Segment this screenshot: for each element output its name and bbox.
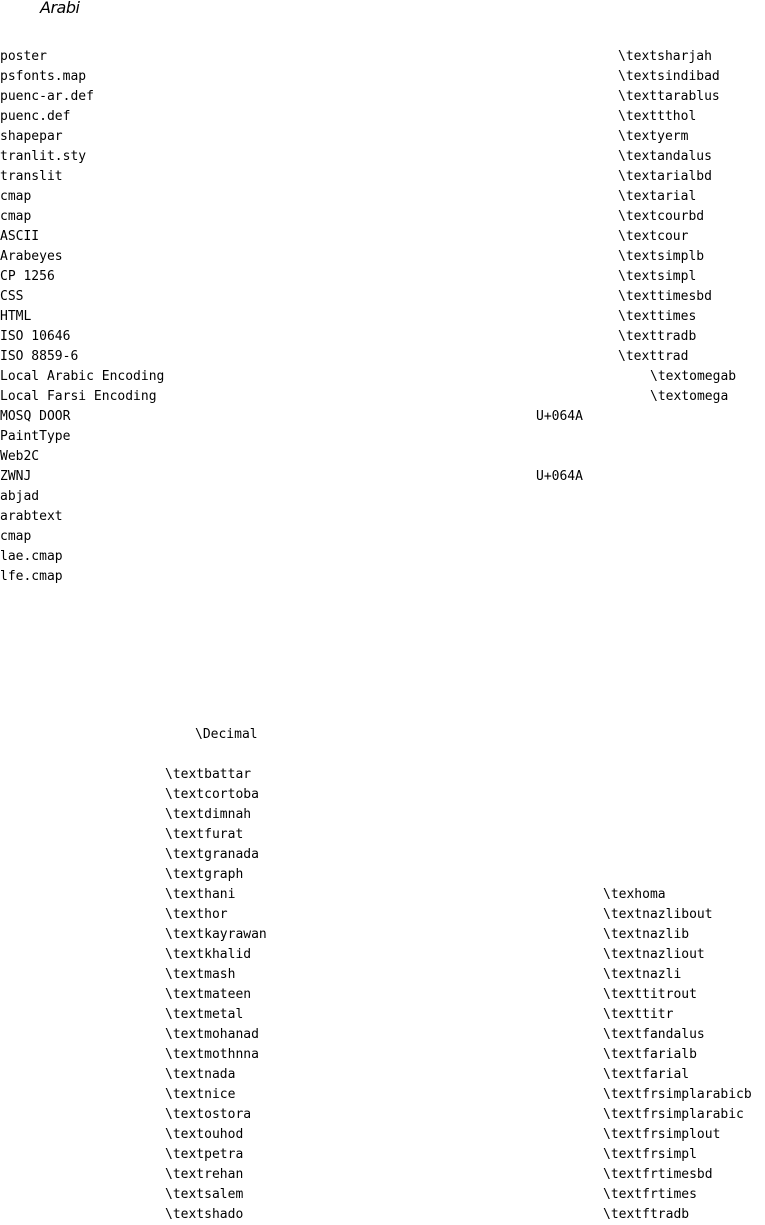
index-entry: abjad bbox=[0, 489, 40, 504]
font-command: \textomegab bbox=[650, 369, 737, 384]
index-entry: Web2C bbox=[0, 449, 40, 464]
index-entry: cmap bbox=[0, 209, 32, 224]
font-command: \textftradb bbox=[603, 1207, 690, 1222]
font-command: \textgraph bbox=[165, 867, 244, 882]
font-commands-right bbox=[618, 47, 720, 367]
font-command: \textnazli bbox=[603, 967, 682, 982]
index-entry: ISO 8859-6 bbox=[0, 349, 79, 364]
font-command: \textkhalid bbox=[165, 947, 252, 962]
font-command: \textdimnah bbox=[165, 807, 252, 822]
index-entry: poster bbox=[0, 49, 47, 64]
font-command: \texhoma bbox=[603, 887, 666, 902]
index-entry: cmap bbox=[0, 529, 32, 544]
font-command: \textfarialb bbox=[603, 1047, 697, 1062]
index-entry: ISO 10646 bbox=[0, 329, 71, 344]
font-command: \texttitrout bbox=[603, 987, 697, 1002]
font-command: \textpetra bbox=[165, 1147, 244, 1162]
font-command: \textarial bbox=[618, 189, 697, 204]
decimal-command: \Decimal bbox=[195, 727, 258, 742]
index-entry: translit bbox=[0, 169, 63, 184]
font-command: \texttrad bbox=[618, 349, 689, 364]
font-command: \textomega bbox=[650, 389, 729, 404]
index-entry: CP 1256 bbox=[0, 269, 55, 284]
font-command: \textbattar bbox=[165, 767, 252, 782]
font-command: \textmohanad bbox=[165, 1027, 259, 1042]
font-command: \textnice bbox=[165, 1087, 236, 1102]
font-command: \textarialbd bbox=[618, 169, 712, 184]
index-entries-left bbox=[0, 47, 164, 587]
font-command: \texttitr bbox=[603, 1007, 674, 1022]
font-command: \texttarablus bbox=[618, 89, 720, 104]
font-command: \textmothnna bbox=[165, 1047, 259, 1062]
font-commands-right-indented bbox=[650, 367, 736, 407]
font-command: \textfrtimes bbox=[603, 1187, 697, 1202]
font-command: \textandalus bbox=[618, 149, 712, 164]
font-command: \textfrsimpl bbox=[603, 1147, 697, 1162]
font-command: \texthani bbox=[165, 887, 236, 902]
index-entry: PaintType bbox=[0, 429, 71, 444]
font-command: \textfrtimesbd bbox=[603, 1167, 713, 1182]
unicode-reference: U+064A bbox=[536, 469, 583, 484]
font-command: \textostora bbox=[165, 1107, 252, 1122]
index-entry: shapepar bbox=[0, 129, 63, 144]
font-command: \textrehan bbox=[165, 1167, 244, 1182]
font-commands-bottom-right bbox=[603, 885, 752, 1225]
font-command: \textmetal bbox=[165, 1007, 244, 1022]
font-commands-bottom-left bbox=[165, 765, 267, 1225]
index-entry: Local Farsi Encoding bbox=[0, 389, 157, 404]
running-header: Arabi bbox=[40, 0, 80, 17]
font-command: \textyerm bbox=[618, 129, 689, 144]
font-command: \textshado bbox=[165, 1207, 244, 1222]
unicode-reference: U+064A bbox=[536, 409, 583, 424]
font-command: \textouhod bbox=[165, 1127, 244, 1142]
font-command: \textfrsimplout bbox=[603, 1127, 721, 1142]
index-entry: ASCII bbox=[0, 229, 40, 244]
font-command: \textsindibad bbox=[618, 69, 720, 84]
index-entry: tranlit.sty bbox=[0, 149, 87, 164]
index-entry: CSS bbox=[0, 289, 24, 304]
font-command: \textnazlib bbox=[603, 927, 690, 942]
index-entry: arabtext bbox=[0, 509, 63, 524]
font-command: \textfrsimplarabic bbox=[603, 1107, 744, 1122]
index-entry: lae.cmap bbox=[0, 549, 63, 564]
index-entry: psfonts.map bbox=[0, 69, 87, 84]
index-entry: ZWNJ bbox=[0, 469, 32, 484]
font-command: \texthor bbox=[165, 907, 228, 922]
font-command: \textnazliout bbox=[603, 947, 705, 962]
font-command: \textfandalus bbox=[603, 1027, 705, 1042]
font-command: \textcortoba bbox=[165, 787, 259, 802]
index-entry: Arabeyes bbox=[0, 249, 63, 264]
index-entry: puenc-ar.def bbox=[0, 89, 94, 104]
font-command: \textfrsimplarabicb bbox=[603, 1087, 752, 1102]
index-entry: HTML bbox=[0, 309, 32, 324]
index-entry: Local Arabic Encoding bbox=[0, 369, 165, 384]
font-command: \textsimpl bbox=[618, 269, 697, 284]
font-command: \texttthol bbox=[618, 109, 697, 124]
font-command: \texttradb bbox=[618, 329, 697, 344]
font-command: \textnada bbox=[165, 1067, 236, 1082]
font-command: \textsharjah bbox=[618, 49, 712, 64]
index-entry: puenc.def bbox=[0, 109, 71, 124]
font-command: \texttimesbd bbox=[618, 289, 712, 304]
index-entry: MOSQ DOOR bbox=[0, 409, 71, 424]
font-command: \textmash bbox=[165, 967, 236, 982]
font-command: \texttimes bbox=[618, 309, 697, 324]
font-command: \textcour bbox=[618, 229, 689, 244]
font-command: \textfurat bbox=[165, 827, 244, 842]
font-command: \textfarial bbox=[603, 1067, 690, 1082]
font-command: \textsalem bbox=[165, 1187, 244, 1202]
font-command: \textcourbd bbox=[618, 209, 705, 224]
font-command: \textsimplb bbox=[618, 249, 705, 264]
index-entry: cmap bbox=[0, 189, 32, 204]
font-command: \textnazlibout bbox=[603, 907, 713, 922]
font-command: \textmateen bbox=[165, 987, 252, 1002]
font-command: \textgranada bbox=[165, 847, 259, 862]
index-entry: lfe.cmap bbox=[0, 569, 63, 584]
font-command: \textkayrawan bbox=[165, 927, 267, 942]
